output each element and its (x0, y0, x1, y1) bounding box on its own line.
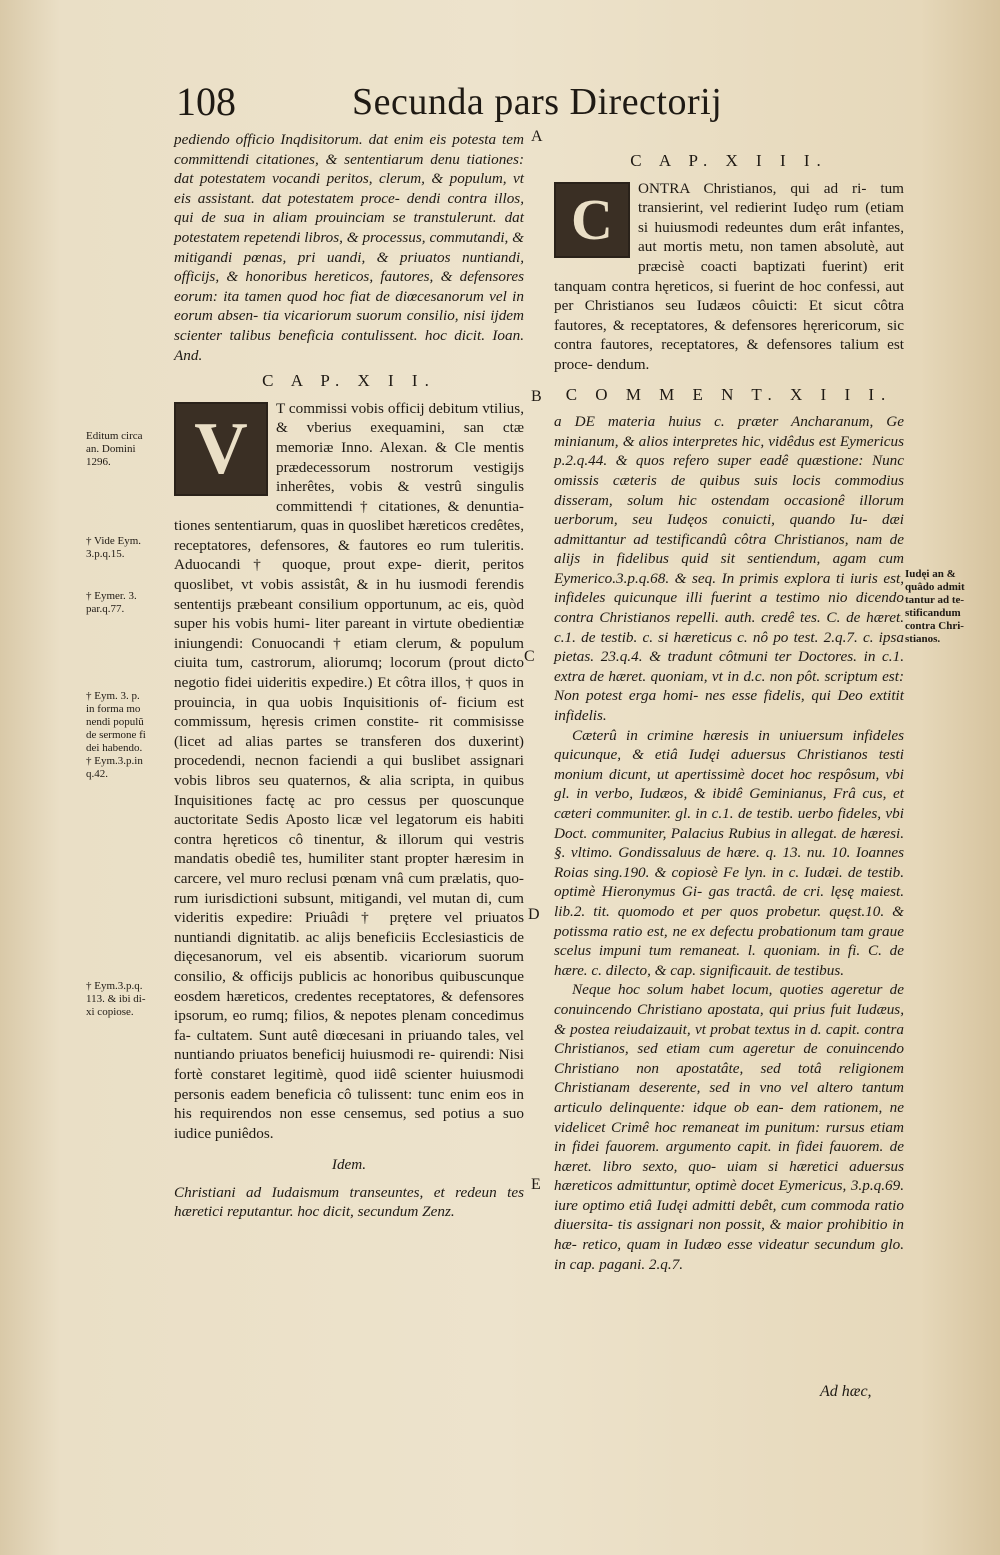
drop-cap-initial: V (174, 402, 268, 496)
section-letter-a: A (531, 128, 543, 145)
section-letter-b: B (531, 388, 542, 405)
section-letter-c: C (524, 648, 535, 665)
running-head: Secunda pars Directorij (352, 81, 723, 123)
margin-note: † Eymer. 3. par.q.77. (86, 590, 137, 615)
section-letter-e: E (531, 1176, 541, 1193)
left-column (174, 130, 524, 1222)
chapter-13-text (554, 179, 904, 375)
margin-note: Iudęi an & quâdo admit tantur ad te- stificandum contra Chri- stianos. (905, 568, 965, 645)
catchword: Ad hæc, (820, 1383, 872, 1400)
page-number: 108 (176, 79, 236, 124)
section-letter-d: D (528, 906, 540, 923)
chapter-heading-13: C A P. X I I I. (630, 151, 828, 170)
margin-note: † Eym.3.p.q. 113. & ibi di- xi copiose. (86, 980, 146, 1018)
chapter-12-body: T commissi vobis officij debitum vtilius, & vberius exequamini, san ctæ memoriæ Inno. Alexan. & Cle mentis prædecessorum nostrorum vestigijs inherêtes, vobis & vestrû singulis committendi † citationes, & denuntia- tiones sententiarum, quas in quoslibet hæreticos credêtes, receptatores, defensores, & fautores eo rum tuleritis. Aduocandi † quoque, prout expe- dierit, peritos quoslibet, vt vobis assistât, & in hu iusmodi ferendis sententijs præbeant consilium opportunum, ac eis, quòd super his vobis humi- liter pareant in virtute obedientiæ iniungendi: Conuocandi † etiam clerum, & populum ciuita tum, castrorum, aliorumq; locorum (prout dicto negotio fidei uideritis expedire.) Et côtra illos, † quos in prouincia, in qua uobis Inquisitionis of- ficium est commissum, hęresis crimen constite- rit commisisse (licet ad alias partes se transferen dos duxerint) procedendi, necnon faciendi a qui buslibet assignari vobis libros seu quaternos, & alia scripta, in quibus Inquisitiones factę ac pro cessus per quoscunque auctoritate Sedis Aposto licæ vel legatorum eis habiti contra hęreticos cô tinentur, & illorum qui vestris mandatis obediê tes, humiliter stant propter hæresim in carcere, vel muro reclusi pœnam vnâ cum prælatis, quo- rum iurisdictioni subsunt, mitigandi, vel mutan di, cum videritis expedire: Priuâdi † prętere vel priuatos nuntiandi dignitatib. ac alijs beneficiis Ecclesiasticis de dięcesanorum, vel eis absentib. vicariorum suorum consilio, & officijs publicis ac honoribus quibuscunque eosdem hæreticos, credentes receptatores, & defensores ipsorum, eo rumq; filios, & nepotes plenam concedimus fa- cultatem. Sunt autê diœcesani in priuando tales, vel nuntiando priuatos beneficij huiusmodi re- quirendi: Nisi fortè constaret legitimè, quod iidê scienter huiusmodi personis eadem beneficia cô tulissent: tunc enim eos in his requirendos non esse censemus, sed potius a suo iudice puniêdos. (174, 399, 524, 1142)
drop-cap-initial: C (554, 182, 630, 258)
chapter-13-body: ONTRA Christianos, qui ad ri- tum transierint, vel redierint Iudęo rum (etiam si huiusmodi redeuntes dum erât infantes, aut mortis metu, non tamen absolutè, aut præcisè coacti baptizati fuerint) erit tanquam contra hęreticos, si fuerint de hoc confessi, aut per Christianos seu Iudæos côuicti: Et sicut côtra fautores, & receptatores, & defensores hęrericorum, sic contra fautores, receptatores, & defensores talium est proce- dendum. (554, 179, 904, 373)
page-header (0, 78, 1000, 128)
commentary-paragraph: a DE materia huius c. præter Ancharanum, Ge minianum, & alios interpretes hic, vidêdus est Eymericus p.2.q.44. & quos refero super eadê quæstione: Nunc omissis cæteris de quibus suis locis commodius disseram, solum hic ostendam occasionê illorum uerborum, seu Iudęos conuicti, quando Iu- dæi admittantur ad testificandû côtra Christianos, nam de alijs in fidelibus quid sit sentiendum, agam cum Eymerico.3.p.q.68. & seq. In primis explora ti iuris est, infideles quicunque illi fuerint a testimo nio dicendo contra Christianos repelli. auth. credê tes. C. de hæret. c.1. de testib. c. si hæreticus c. nô po test. 2.q.7. c. ipsa pietas. 23.q.4. & tradunt côtmuni ter Doctores. in c.1. extra de hæret. quoniam, vt in d.c. non pôt. scriptum est: Non potest erga homi- nes esse fidelis, qui Deo extitit infidelis. (554, 413, 904, 725)
chapter-heading-12: C A P. X I I. (262, 371, 436, 391)
chapter-12-text (174, 399, 524, 1144)
right-column (554, 145, 904, 1274)
commentary-heading: C O M M E N T. X I I I. (565, 384, 893, 404)
margin-note: † Vide Eym. 3.p.q.15. (86, 535, 142, 560)
idem-heading: Idem. (331, 1156, 367, 1174)
margin-note: † Eym. 3. p. in forma mo nendi populũ de sermone fi dei habendo. † Eym.3.p.in q.42. (86, 690, 146, 780)
commentary-paragraph: Neque hoc solum habet locum, quoties ageretur de conuincendo Christiano apostata, qui prius fuit Iudæus, & postea reiudaizauit, vt probat textus in d. capit. contra Christianos, sed etiam cum ageretur de conuincendo Christiano non apostatâte, sed totâ religionem Christianam deserente, sed in vno vel altero tantum articulo delinquente: idque ob ean- dem rationem, ne videlicet Crimê hoc remaneat im punitum: rursus etiam in fidei fauorem. argumento capit. in fidei fauorem. de hæret. libro sexto, quo- uiam si hæretici aduersus hæreticos admittuntur, optimè docet Eymericus, 3.p.q.69. iure optimo etiâ Iudęi admitti debêt, cum commoda ratio diuersita- tis assignari non possit, & maior prohibitio in hæ- retico, quam in Iudæo esse videatur secundum glo. in cap. pagani. 2.q.7. (554, 981, 904, 1273)
margin-note: Editum circa an. Domini 1296. (86, 430, 143, 468)
gloss-paragraph: pediendo officio Inqdisitorum. dat enim eis potesta tem committendi citationes, & sententiarum denu tiationes: dat potestatem vocandi peritos, clerum, & populum, vt eis assistant. dat potestatem proce- dendi contra illos, qui de sua in aliam prouinciam se transtulerunt. dat potestatem repetendi libros, & processus, commutandi, & mitigandi pœnas, pri uandi, & priuatos nuntiandi, officijs, & honoribus hereticos, fautores, & defensores eorum: ita tamen quod hoc fiat de diœcesanorum vel in eorum absen- tia vicariorum suorum consilio, nisi ijdem scienter talibus beneficia contulissent. hoc dicit. Ioan. And. (174, 131, 524, 364)
commentary-paragraph: Cæterû in crimine hæresis in uniuersum infideles quicunque, & etiâ Iudęi aduersus Christianos testi monium dicunt, ut apertissimè docet hoc respôsum, vbi gl. in verbo, Iudæos, & ibidê Geminianus, Frâ cus, et cæteri communiter. gl. in c.1. de testib. uerbo fideles, vbi Doct. communiter, Palacius Rubius in allegat. de hæresi. §. vltimo. Gondissaluus de hære. q. 13. nu. 10. Ioannes Roias sing.190. & copiosè Fe lyn. in c. Iudæi. de testib. optimè Hieronymus Gi- gas tractâ. de cri. lęsę maiest. lib.2. tit. quomodo et per quos probetur. quęst.10. & potissma ratio est, ne ex defectu probationum tam graue scelus impuni tum remaneat. l. quoniam. in fi. C. de hære. c. dilecto, & cap. significauit. de testibus. (554, 726, 904, 979)
closing-summary: Christiani ad Iudaismum transeuntes, et redeun tes hæretici reputantur. hoc dicit, secundum Zenz. (174, 1183, 524, 1221)
